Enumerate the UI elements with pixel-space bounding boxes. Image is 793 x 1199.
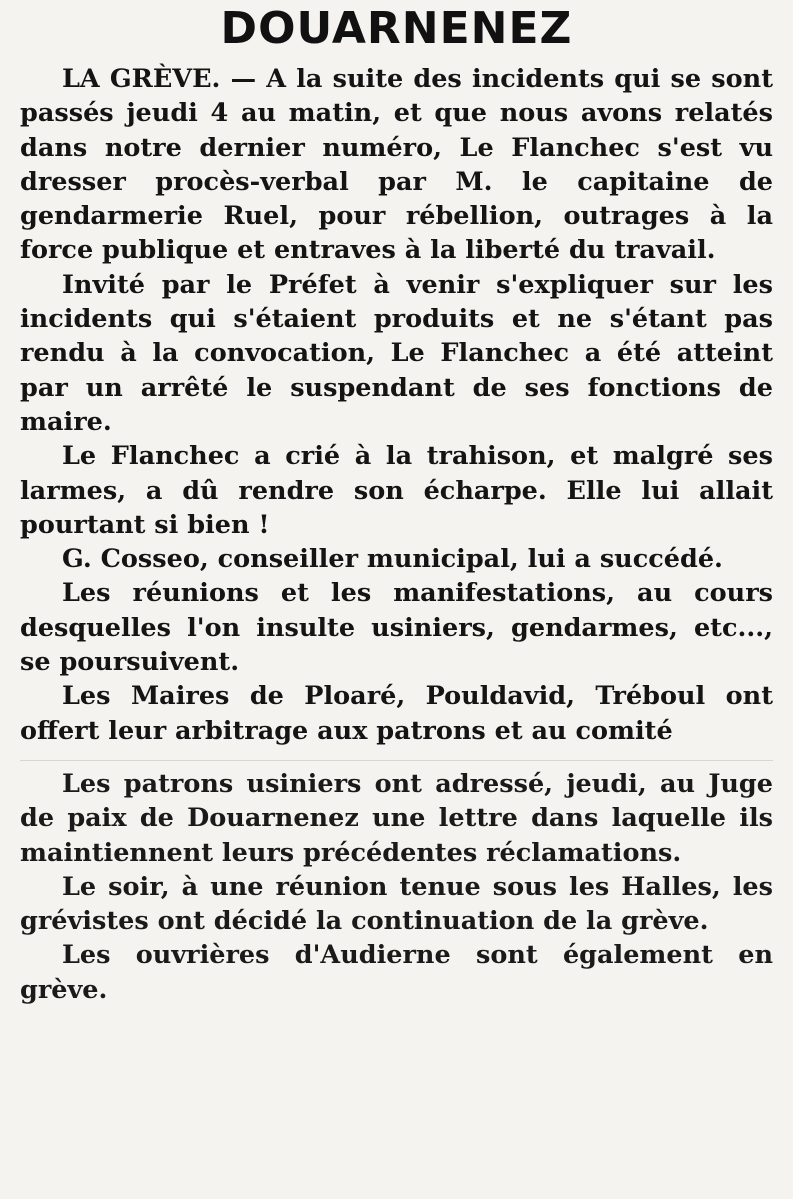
article-continuation: [20, 767, 773, 1007]
article-lead: LA GRÈVE.: [62, 64, 221, 94]
column-break-divider: [20, 760, 773, 761]
continuation-paragraph-3: Les ouvrières d'Audierne sont également en grève.: [20, 940, 773, 1005]
paragraph-2: Invité par le Préfet à venir s'expliquer sur les incidents qui s'étaient produits et ne s'étant pas rendu à la convocation, Le Flanchec a été atteint par un arrêté le suspendant de ses fonctions de maire.: [20, 269, 773, 437]
continuation-paragraph-2: Le soir, à une réunion tenue sous les Halles, les grévistes ont décidé la continuation de la grève.: [20, 871, 773, 937]
paragraph-1-text: — A la suite des incidents qui se sont passés jeudi 4 au matin, et que nous avons relatés dans notre dernier numéro, Le Flanchec s'est vu dresser procès-verbal par M. le capitaine de gendarmerie Ruel, pour rébellion, outrages à la force publique et entraves à la liberté du travail.: [20, 64, 773, 266]
article-body: [20, 62, 773, 748]
paragraph-5: Les réunions et les manifestations, au cours desquelles l'on insulte usiniers, gendarmes, etc..., se poursuivent.: [20, 578, 773, 678]
paragraph-6: Les Maires de Ploaré, Pouldavid, Tréboul ont offert leur arbitrage aux patrons et au comité: [20, 681, 773, 746]
paragraph-3: Le Flanchec a crié à la trahison, et malgré ses larmes, a dû rendre son écharpe. Elle lui allait pourtant si bien !: [20, 441, 773, 540]
paragraph-1: [20, 62, 773, 268]
paragraph-4: G. Cosseo, conseiller municipal, lui a succédé.: [62, 544, 723, 575]
continuation-paragraph-1: Les patrons usiniers ont adressé, jeudi, au Juge de paix de Douarnenez une lettre dans laquelle ils maintiennent leurs précédentes réclamations.: [20, 768, 773, 868]
article-title: DOUARNENEZ: [220, 3, 573, 54]
newspaper-clipping: [0, 2, 793, 1199]
